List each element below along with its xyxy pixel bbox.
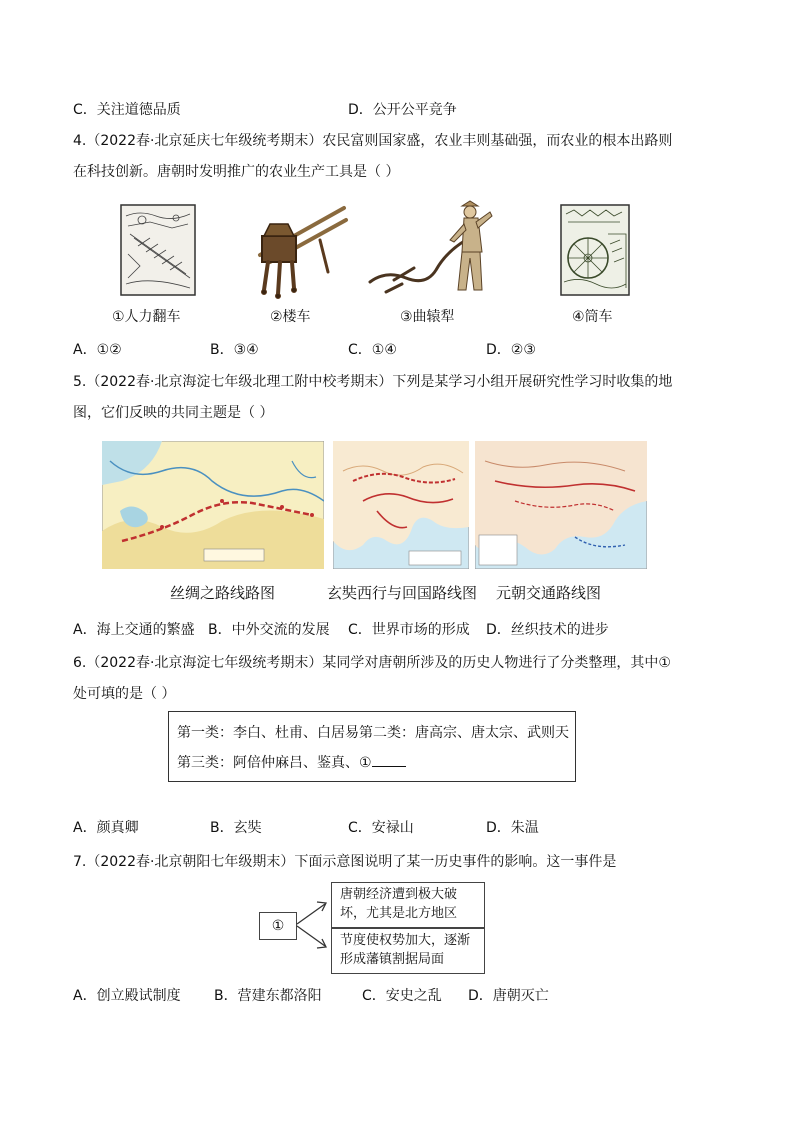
q4-stem-line1: 4.（2022春·北京延庆七年级统考期末）农民富则国家盛，农业丰则基础强，而农业的根本出路则 (73, 133, 673, 149)
q7-stem: 7.（2022春·北京朝阳七年级期末）下面示意图说明了某一历史事件的影响。这一事件是 (73, 854, 617, 870)
fill-in-blank (372, 752, 406, 767)
q3-option-c: C．关注道德品质 (73, 102, 181, 118)
q7-option-a: A．创立殿试制度 (73, 988, 181, 1004)
q5-stem-line1: 5.（2022春·北京海淀七年级北理工附中校考期末）下列是某学习小组开展研究性学习时收集的地 (73, 374, 673, 390)
q6-option-b: B．玄奘 (210, 820, 262, 836)
caption-xuanzang-map: 玄奘西行与回国路线图 (327, 584, 478, 602)
map-yuan-transport (475, 441, 647, 569)
figure-human-chain-pump (120, 204, 196, 296)
q7-option-d: D．唐朝灭亡 (468, 988, 549, 1004)
q7-option-b: B．营建东都洛阳 (214, 988, 322, 1004)
q5-option-b: B．中外交流的发展 (208, 622, 330, 638)
classification-row-2-text: 第三类：阿倍仲麻吕、鉴真、① (177, 755, 372, 771)
q6-stem-line2: 处可填的是（ ） (73, 686, 176, 702)
classification-row-2 (177, 752, 406, 772)
caption-seed-drill: ②楼车 (270, 309, 311, 325)
classification-row-1: 第一类：李白、杜甫、白居易第二类：唐高宗、唐太宗、武则天 (177, 725, 569, 741)
q4-stem-line2: 在科技创新。唐朝时发明推广的农业生产工具是（ ） (73, 164, 400, 180)
q4-option-b: B．③④ (210, 342, 259, 358)
q3-option-d: D．公开公平竞争 (348, 102, 457, 118)
q6-option-a: A．颜真卿 (73, 820, 139, 836)
q6-option-c: C．安禄山 (348, 820, 414, 836)
q7-option-c: C．安史之乱 (362, 988, 442, 1004)
effect-box-economy: 唐朝经济遭到极大破坏，尤其是北方地区 (331, 882, 485, 928)
caption-curved-plough: ③曲辕犁 (400, 309, 455, 325)
map-silk-road (102, 441, 324, 569)
caption-yuan-map: 元朝交通路线图 (496, 584, 602, 602)
q6-option-d: D．朱温 (486, 820, 539, 836)
q5-option-a: A．海上交通的繁盛 (73, 622, 195, 638)
q5-option-c: C．世界市场的形成 (348, 622, 470, 638)
q5-option-d: D．丝织技术的进步 (486, 622, 609, 638)
effect-box-separatism: 节度使权势加大，逐渐形成藩镇割据局面 (331, 928, 485, 974)
q5-stem-line2: 图，它们反映的共同主题是（ ） (73, 405, 274, 421)
q4-option-a: A．①② (73, 342, 122, 358)
q6-stem-line1: 6.（2022春·北京海淀七年级统考期末）某同学对唐朝所涉及的历史人物进行了分类整理，其中① (73, 655, 671, 671)
q4-option-c: C．①④ (348, 342, 397, 358)
q4-option-d: D．②③ (486, 342, 536, 358)
figure-curved-plough (366, 200, 500, 300)
caption-water-wheel: ④筒车 (572, 309, 613, 325)
figure-water-wheel (560, 204, 630, 296)
figure-seed-drill (240, 200, 350, 300)
event-placeholder-box: ① (259, 912, 297, 940)
classification-box (168, 711, 576, 782)
caption-silk-road-map: 丝绸之路线路图 (170, 584, 276, 602)
caption-human-chain-pump: ①人力翻车 (112, 309, 181, 325)
diagram-arrows (295, 890, 331, 960)
map-xuanzang-route (333, 441, 469, 569)
